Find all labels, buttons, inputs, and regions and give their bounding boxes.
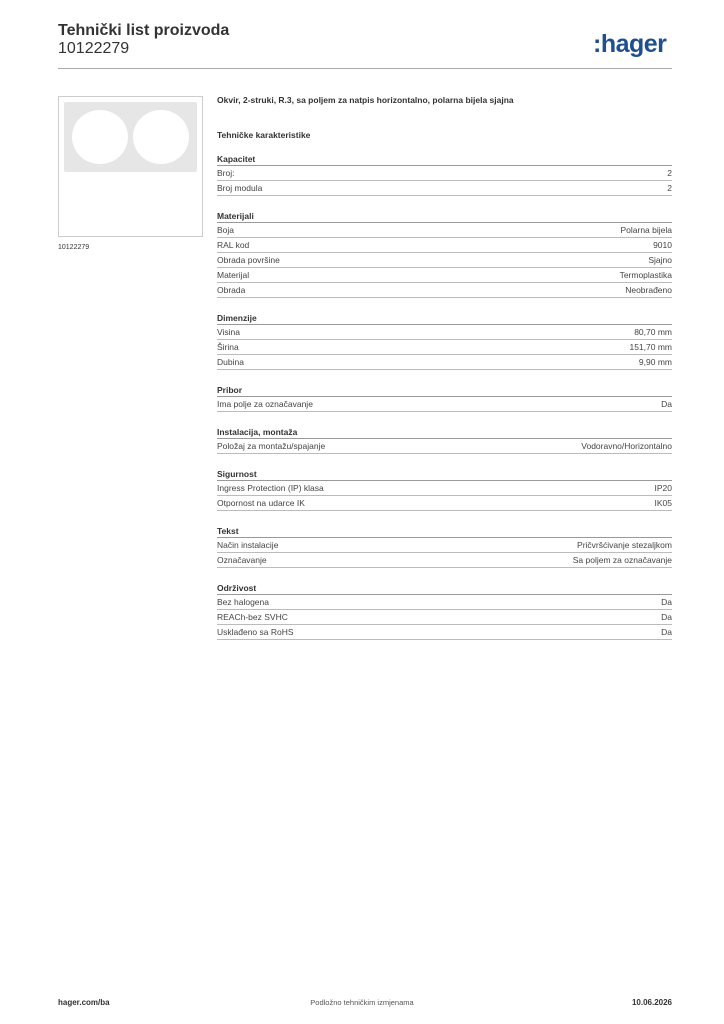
section-title: Održivost (217, 582, 672, 595)
product-description: Okvir, 2-struki, R.3, sa poljem za natpis horizontalno, polarna bijela sjajna (217, 95, 514, 105)
logo-text: hager (600, 30, 667, 58)
spec-content (217, 93, 672, 640)
spec-label: Položaj za montažu/spajanje (217, 441, 326, 451)
frame-image (64, 102, 197, 172)
spec-row (217, 340, 672, 355)
spec-row (217, 496, 672, 511)
spec-value: 80,70 mm (634, 327, 672, 337)
spec-row (217, 181, 672, 196)
spec-value: Da (661, 627, 672, 637)
spec-value: Da (661, 597, 672, 607)
footer-date: 10.06.2026 (631, 998, 672, 1007)
spec-row (217, 283, 672, 298)
spec-label: RAL kod (217, 240, 250, 250)
spec-label: REACh-bez SVHC (217, 612, 288, 622)
spec-row (217, 481, 672, 496)
spec-section (217, 426, 672, 454)
spec-row (217, 253, 672, 268)
section-title: Sigurnost (217, 468, 672, 481)
spec-row (217, 355, 672, 370)
spec-value: IP20 (654, 483, 672, 493)
spec-row (217, 553, 672, 568)
spec-row (217, 538, 672, 553)
spec-value: 151,70 mm (629, 342, 672, 352)
product-code-header: 10122279 (58, 40, 130, 57)
spec-label: Usklađeno sa RoHS (217, 627, 294, 637)
spec-value: Termoplastika (619, 270, 672, 280)
spec-section (217, 384, 672, 412)
spec-value: Neobrađeno (625, 285, 672, 295)
spec-value: 2 (667, 183, 672, 193)
frame-opening-left (72, 110, 128, 164)
spec-section (217, 468, 672, 511)
spec-row (217, 166, 672, 181)
spec-label: Način instalacije (217, 540, 279, 550)
spec-label: Broj modula (217, 183, 263, 193)
section-title: Instalacija, montaža (217, 426, 672, 439)
spec-label: Materijal (217, 270, 250, 280)
section-title: Tekst (217, 525, 672, 538)
spec-value: Sa poljem za označavanje (572, 555, 672, 565)
tech-characteristics-heading: Tehničke karakteristike (217, 130, 311, 140)
spec-row (217, 625, 672, 640)
spec-section (217, 582, 672, 640)
spec-value: IK05 (654, 498, 672, 508)
spec-section (217, 210, 672, 298)
spec-label: Bez halogena (217, 597, 269, 607)
spec-row (217, 268, 672, 283)
spec-label: Širina (217, 342, 239, 352)
spec-label: Broj: (217, 168, 235, 178)
spec-label: Visina (217, 327, 240, 337)
product-image-caption: 10122279 (58, 244, 90, 251)
section-title: Pribor (217, 384, 672, 397)
hager-logo: :hager (593, 30, 667, 58)
spec-label: Označavanje (217, 555, 267, 565)
product-image (58, 96, 203, 237)
spec-label: Dubina (217, 357, 244, 367)
spec-section (217, 525, 672, 568)
section-title: Dimenzije (217, 312, 672, 325)
spec-value: Sjajno (648, 255, 672, 265)
spec-label: Ima polje za označavanje (217, 399, 313, 409)
spec-row (217, 325, 672, 340)
spec-label: Obrada površine (217, 255, 280, 265)
spec-row (217, 595, 672, 610)
spec-row (217, 238, 672, 253)
spec-label: Boja (217, 225, 235, 235)
spec-row (217, 439, 672, 454)
spec-label: Obrada (217, 285, 246, 295)
spec-value: 2 (667, 168, 672, 178)
footer-website: hager.com/ba (58, 998, 110, 1007)
section-title: Kapacitet (217, 153, 672, 166)
header-divider (58, 68, 672, 69)
spec-label: Otpornost na udarce IK (217, 498, 305, 508)
spec-row (217, 610, 672, 625)
spec-value: 9,90 mm (638, 357, 672, 367)
spec-label: Ingress Protection (IP) klasa (217, 483, 324, 493)
spec-value: 9010 (653, 240, 672, 250)
spec-value: Da (661, 399, 672, 409)
section-title: Materijali (217, 210, 672, 223)
spec-value: Vodoravno/Horizontalno (581, 441, 672, 451)
spec-section (217, 153, 672, 196)
spec-sections (217, 153, 672, 640)
spec-value: Polarna bijela (620, 225, 672, 235)
footer-notice: Podložno tehničkim izmjenama (310, 998, 414, 1007)
spec-row (217, 223, 672, 238)
frame-opening-right (133, 110, 189, 164)
spec-section (217, 312, 672, 370)
spec-row (217, 397, 672, 412)
page-title: Tehnički list proizvoda (58, 22, 230, 39)
spec-value: Pričvršćivanje stezaljkom (577, 540, 672, 550)
spec-value: Da (661, 612, 672, 622)
